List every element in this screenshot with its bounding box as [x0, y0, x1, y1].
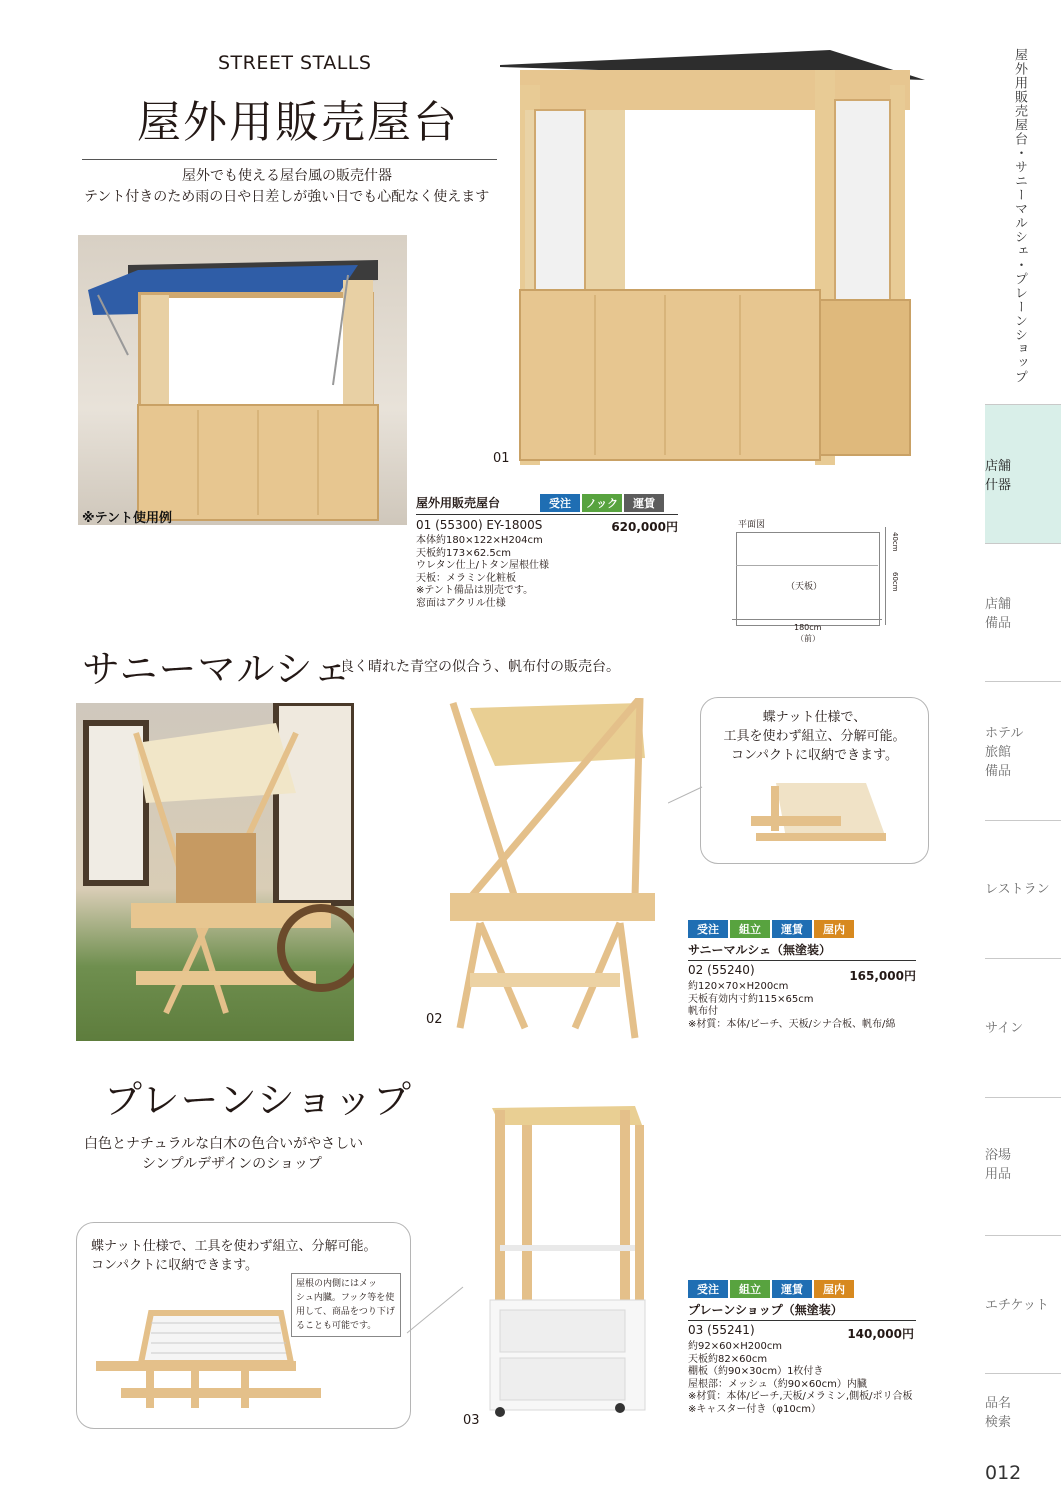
plain-spec-line: 約92×60×H200cm	[688, 1341, 783, 1352]
marche-product-name: サニーマルシェ（無塗装）	[688, 943, 831, 957]
sidebar-item-etiquette[interactable]	[985, 1296, 1061, 1315]
plan-front: （前）	[796, 634, 820, 643]
plain-note-line: ることも可能です。	[296, 1321, 377, 1331]
marche-tagline: 良く晴れた青空の似合う、帆布付の販売台。	[340, 659, 620, 675]
plain-spec-line: ※キャスター付き（φ10cm）	[688, 1403, 821, 1415]
photo-caption: ※テント使用例	[82, 511, 172, 525]
marche-folded-photo	[746, 778, 896, 853]
plain-mesh-note	[291, 1273, 401, 1337]
plain-note-line: 用して、商品をつり下げ	[296, 1307, 395, 1317]
tag-order: 受注	[688, 920, 728, 938]
plain-spec-line: 屋根部：メッシュ（約90×60cm）内臓	[688, 1378, 867, 1390]
plain-bubble-pointer	[405, 1285, 465, 1335]
marche-item-number: 02	[426, 1012, 443, 1027]
stall-item-number: 01	[493, 451, 510, 466]
sidebar-divider	[985, 681, 1061, 682]
sidebar-divider	[985, 958, 1061, 959]
english-title: STREET STALLS	[218, 52, 372, 74]
tag-shipping: 運賃	[624, 494, 664, 512]
sidebar-item-hotel[interactable]	[985, 724, 1061, 781]
plan-width: 180cm	[794, 623, 822, 632]
tag-indoor: 屋内	[814, 920, 854, 938]
marche-bubble-line: 蝶ナット仕様で、	[762, 710, 867, 725]
tag-shipping: 運賃	[772, 1280, 812, 1298]
plain-title: プレーンショップ	[104, 1078, 413, 1122]
stall-spec-line: 窓面はアクリル仕様	[416, 597, 506, 609]
tag-shipping: 運賃	[772, 920, 812, 938]
sidebar-item-label: 店舗	[985, 597, 1012, 612]
stall-code: 01 (55300) EY-1800S	[416, 518, 543, 532]
stall-spec	[416, 492, 678, 610]
sidebar-item-label: 備品	[985, 616, 1012, 631]
marche-spec	[688, 918, 916, 1031]
lead-line-1: 屋外でも使える屋台風の販売什器	[182, 168, 392, 184]
sidebar-item-label: ホテル	[985, 726, 1024, 741]
plain-spec-line: 天板約82×60cm	[688, 1353, 768, 1365]
tag-order: 受注	[688, 1280, 728, 1298]
sidebar-item-label: 旅館	[985, 745, 1012, 760]
sidebar-item-label: 用品	[985, 1167, 1012, 1182]
sidebar-item-search[interactable]	[985, 1394, 1061, 1432]
plain-spec	[688, 1278, 916, 1416]
sidebar-item-label: 検索	[985, 1415, 1012, 1430]
plain-price: 140,000円	[847, 1327, 914, 1341]
page-number: 012	[985, 1462, 1022, 1484]
plan-drawing	[728, 515, 908, 657]
stall-tent-photo	[78, 235, 407, 525]
sidebar-divider	[985, 1097, 1061, 1098]
tag-order: 受注	[540, 494, 580, 512]
stall-spec-line: 本体約180×122×H204cm	[416, 535, 543, 546]
marche-title: サニーマルシェ	[82, 647, 352, 691]
sidebar-item-store-fixtures[interactable]	[985, 457, 1061, 495]
plain-lead-1: 白色とナチュラルな白木の色合いがやさしい	[84, 1136, 364, 1152]
plan-dim-60: 60cm	[891, 572, 899, 592]
stall-spec-line: 天板約173×62.5cm	[416, 547, 511, 559]
plan-center-label: （天板）	[786, 582, 823, 592]
sidebar-item-label: 什器	[985, 478, 1012, 493]
sidebar-item-bath[interactable]	[985, 1146, 1061, 1184]
sidebar-item-label: サイン	[985, 1021, 1024, 1036]
stall-spec-line: ウレタン仕上/トタン屋根仕様	[416, 560, 549, 571]
marche-spec-line: 天板有効内寸約115×65cm	[688, 993, 814, 1005]
stall-product-name: 屋外用販売屋台	[416, 496, 501, 510]
sidebar-divider	[985, 820, 1061, 821]
plain-bubble-line: 蝶ナット仕様で、工具を使わず組立、分解可能。	[91, 1239, 377, 1254]
stall-spec-line: ※テント備品は別売です。	[416, 585, 534, 596]
plan-counter-line	[736, 565, 878, 566]
sidebar-item-label: 浴場	[985, 1148, 1012, 1163]
marche-bubble-line: コンパクトに収納できます。	[730, 748, 899, 763]
marche-bubble-line: 工具を使わず組立、分解可能。	[723, 729, 906, 744]
marche-scene-photo	[76, 703, 354, 1041]
plan-dim-line-h	[732, 619, 882, 620]
sidebar-item-label: 品名	[985, 1396, 1012, 1411]
page-title: 屋外用販売屋台	[137, 97, 459, 148]
plain-lead-2: シンプルデザインのショップ	[142, 1156, 322, 1172]
stall-price: 620,000円	[611, 520, 678, 534]
marche-bubble-pointer	[668, 785, 704, 805]
plain-spec-line: 棚板（約90×30cm）1枚付き	[688, 1366, 824, 1377]
sidebar-divider	[985, 404, 1061, 405]
plain-note-line: 屋根の内側にはメッ	[296, 1279, 378, 1289]
plain-note-line: シュ内臓。フック等を使	[296, 1293, 395, 1303]
lead-line-2: テント付きのため雨の日や日差しが強い日でも心配なく使えます	[84, 189, 490, 205]
sidebar-item-store-supplies[interactable]	[985, 595, 1061, 633]
sidebar-item-label: エチケット	[985, 1298, 1049, 1313]
marche-code: 02 (55240)	[688, 963, 755, 977]
tag-assembly: 組立	[730, 920, 770, 938]
sidebar-item-label: 店舗	[985, 459, 1012, 474]
plan-label: 平面図	[738, 520, 766, 530]
plain-bubble-line: コンパクトに収納できます。	[91, 1258, 259, 1273]
tag-indoor: 屋内	[814, 1280, 854, 1298]
plain-feature-bubble	[76, 1222, 411, 1429]
sidebar-divider	[985, 543, 1061, 544]
plain-spec-line: ※材質：本体/ビーチ,天板/メラミン,側板/ポリ合板	[688, 1391, 913, 1402]
sidebar-item-label: 備品	[985, 764, 1012, 779]
marche-spec-line: 帆布付	[688, 1006, 718, 1017]
title-rule	[82, 159, 497, 160]
marche-price: 165,000円	[849, 969, 916, 983]
marche-product-photo	[445, 698, 665, 1048]
plain-item-number: 03	[463, 1413, 480, 1428]
sidebar-divider	[985, 1373, 1061, 1374]
plain-product-name: プレーンショップ（無塗装）	[688, 1303, 843, 1317]
plan-dim-line-v	[885, 527, 886, 625]
sidebar-item-restaurant[interactable]	[985, 880, 1061, 899]
plain-code: 03 (55241)	[688, 1323, 755, 1337]
tag-assembly: 組立	[730, 1280, 770, 1298]
stall-spec-line: 天板：メラミン化粧板	[416, 572, 516, 584]
sidebar-divider	[985, 1235, 1061, 1236]
marche-feature-bubble	[700, 697, 929, 864]
marche-spec-line: 約120×70×H200cm	[688, 981, 789, 992]
tag-knockdown: ノック	[582, 494, 622, 512]
plan-dim-40: 40cm	[891, 532, 899, 552]
stall-main-photo	[495, 45, 925, 485]
sidebar-item-sign[interactable]	[985, 1019, 1061, 1038]
sidebar-item-label: レストラン	[985, 882, 1050, 897]
sidebar-vertical-title: 屋外用販売屋台・サニーマルシェ・プレーンショップ	[1012, 48, 1027, 384]
plain-product-photo	[480, 1100, 660, 1420]
marche-spec-line: ※材質：本体/ビーチ、天板/シナ合板、帆布/綿	[688, 1018, 896, 1030]
